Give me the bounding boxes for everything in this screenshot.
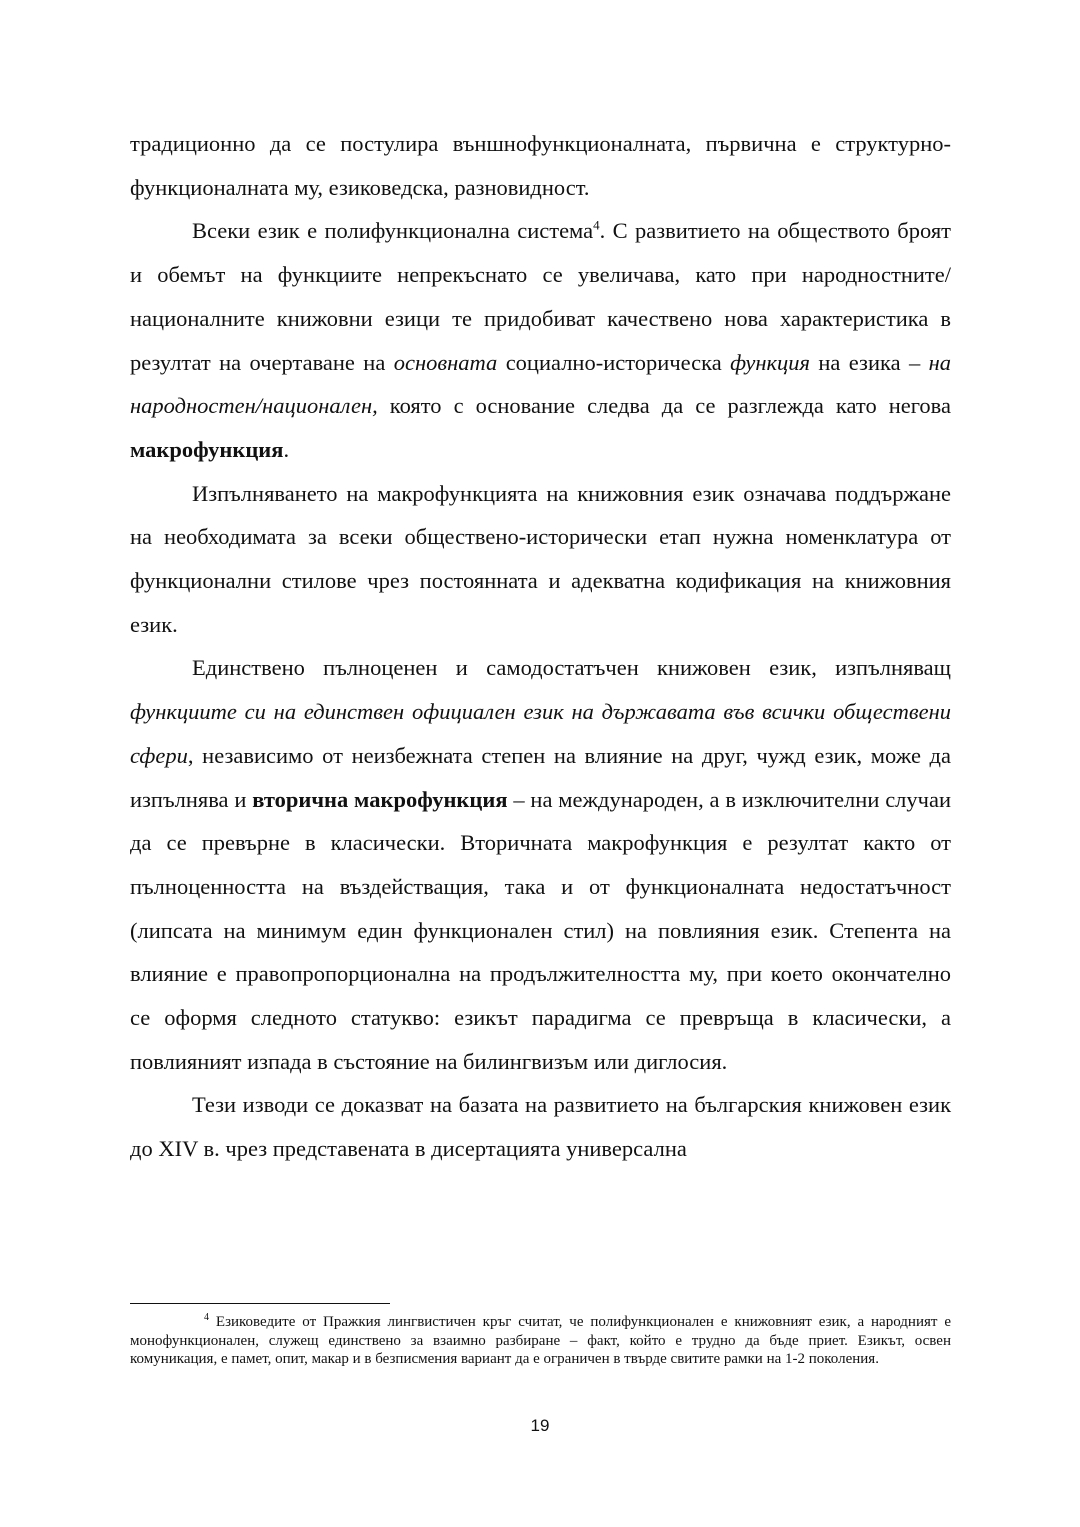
- footnote: [130, 1313, 951, 1369]
- paragraph-2-text-a: Всеки език е полифункционална система: [192, 218, 594, 244]
- paragraph-5-text: Тези изводи се доказват на базата на развитието на българския книжовен език до XIV в. чрез представената в дисертацията универсална: [130, 1092, 951, 1162]
- footnote-reference[interactable]: 4: [593, 217, 600, 233]
- paragraph-2-text-h: която с основание следва да се разглежда като негова: [377, 393, 951, 419]
- paragraph-2-italic-national: на народностен/национален,: [130, 349, 951, 419]
- paragraph-4-text-a: Единствено пълноценен и самодостатъчен книжовен език, изпълняващ: [192, 655, 951, 681]
- paragraph-2-bold-term: макрофункция: [130, 436, 284, 462]
- footnote-separator: [130, 1303, 390, 1304]
- footnote-number: 4: [204, 1312, 209, 1323]
- page-number: 19: [530, 1416, 550, 1435]
- paragraph-5: [130, 1083, 951, 1170]
- paragraph-2-text-f: на езика –: [810, 349, 929, 375]
- paragraph-4-text-e: – на международен, а в изключителни случаи да се превърне в класически. Вторичната макрофункция е резултат както от пълноценността на въздействащия, така и от функционалната недостатъчност (липсата на минимум един функционален стил) на повлияния език. Степента на влияние е правопропорционална на продължителността му, при което окончателно се оформя следното статукво: езикът парадигма се превръща в класически, а повлияният изпада в състояние на билингвизъм или диглосия.: [130, 786, 952, 1074]
- paragraph-4: [130, 646, 951, 1083]
- paragraph-2-italic-main: основната: [393, 349, 498, 375]
- page-body: [130, 122, 951, 1171]
- paragraph-4-text-c: , независимо от неизбежната степен на влияние на друг, чужд език, може да изпълнява и: [130, 742, 951, 812]
- paragraph-2-text-b: . С развитието на обществото броят и обемът на функциите непрекъснато се увеличава, като при народностните/националните книжовни езици те придобиват качествено нова характеристика в резултат на очертаване на: [130, 218, 951, 375]
- paragraph-4-italic-functions: функциите си на единствен официален език на държавата във всички обществени сфери: [130, 699, 951, 768]
- paragraph-4-bold-term: вторична макрофункция: [252, 786, 508, 812]
- paragraph-2-text-d: социално-историческа: [497, 349, 731, 375]
- paragraph-3: [130, 472, 951, 647]
- paragraph-1-text: традиционно да се постулира външнофункционалната, първична е структурно-функционалната му, езиковедска, разновидност.: [130, 131, 951, 200]
- footnote-text: Езиковедите от Пражкия лингвистичен кръг считат, че полифункционален е книжовният език, а народният е монофункционален, служещ единствено за взаимно разбиране – факт, който е трудно да бъде приет. Езикът, освен комуникация, е памет, опит, макар и в безписмения вариант да е ограничен в твърде свитите рамки на 1-2 поколения.: [130, 1314, 951, 1368]
- paragraph-1: [130, 122, 951, 209]
- paragraph-3-text: Изпълняването на макрофункцията на книжовния език означава поддържане на необходимата за всеки обществено-исторически етап нужна номенклатура от функционални стилове чрез постоянната и адекватна кодификация на книжовния език.: [130, 480, 951, 637]
- paragraph-2-italic-function: функция: [730, 349, 810, 375]
- paragraph-2-text-j: .: [283, 436, 290, 462]
- paragraph-2: [130, 209, 951, 471]
